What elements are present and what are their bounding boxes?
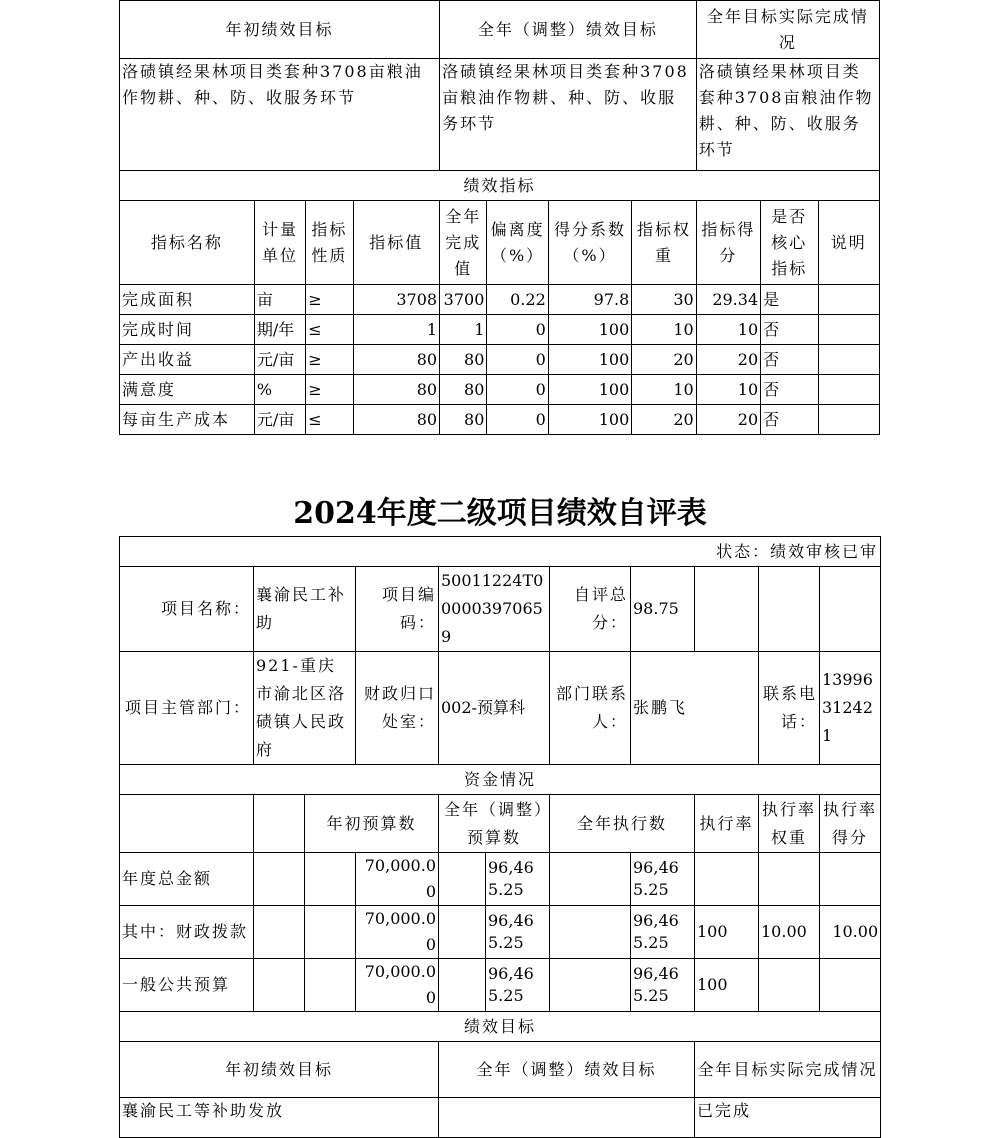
goals-header-actual: 全年目标实际完成情况 bbox=[695, 1042, 881, 1098]
table-row bbox=[120, 315, 880, 345]
cell-value: 80 bbox=[353, 345, 440, 375]
cell-unit: 元/亩 bbox=[254, 345, 305, 375]
header-actual-value: 全年完成值 bbox=[440, 201, 487, 285]
goal-adjusted-text bbox=[439, 1098, 695, 1138]
funds-rate: 100 bbox=[695, 906, 759, 959]
empty-cell bbox=[305, 959, 356, 1012]
goals-header-adjusted: 全年（调整）绩效目标 bbox=[439, 1042, 695, 1098]
cell-actual-value: 1 bbox=[440, 315, 487, 345]
cell-actual-value: 80 bbox=[440, 405, 487, 435]
cell-is-core: 否 bbox=[761, 315, 818, 345]
funds-weight bbox=[759, 959, 820, 1012]
goal-actual-text: 已完成 bbox=[695, 1098, 881, 1138]
cell-indicator-name: 产出收益 bbox=[120, 345, 255, 375]
header-deviation: 偏离度（%） bbox=[487, 201, 548, 285]
header-rate-weight: 执行率权重 bbox=[759, 795, 820, 853]
cell-score-coef: 100 bbox=[548, 405, 632, 435]
project-name-label: 项目名称： bbox=[120, 567, 254, 652]
goal-adjusted-text: 洛碛镇经果林项目类套种3708亩粮油作物耕、种、防、收服务环节 bbox=[440, 59, 697, 171]
cell-note bbox=[818, 375, 880, 405]
cell-deviation: 0 bbox=[487, 375, 548, 405]
cell-score: 29.34 bbox=[696, 285, 760, 315]
goal-initial-text: 洛碛镇经果林项目类套种3708亩粮油作物耕、种、防、收服务环节 bbox=[120, 59, 440, 171]
goals-header-initial: 年初绩效目标 bbox=[120, 1, 440, 59]
cell-unit: 亩 bbox=[254, 285, 305, 315]
cell-indicator-name: 完成面积 bbox=[120, 285, 255, 315]
header-nature: 指标性质 bbox=[306, 201, 353, 285]
cell-is-core: 否 bbox=[761, 345, 818, 375]
project-self-evaluation-table bbox=[119, 536, 881, 1138]
goal-initial-text: 襄渝民工等补助发放 bbox=[120, 1098, 439, 1138]
cell-deviation: 0 bbox=[487, 405, 548, 435]
goals-header-adjusted: 全年（调整）绩效目标 bbox=[440, 1, 697, 59]
header-score-coef: 得分系数（%） bbox=[548, 201, 632, 285]
empty-cell bbox=[254, 853, 305, 906]
contact-value: 张鹏飞 bbox=[631, 652, 759, 765]
empty-cell bbox=[759, 567, 820, 652]
cell-is-core: 是 bbox=[761, 285, 818, 315]
funds-row-label: 其中：财政拨款 bbox=[120, 906, 254, 959]
funds-executed: 96,465.25 bbox=[631, 853, 695, 906]
cell-indicator-name: 满意度 bbox=[120, 375, 255, 405]
funds-rate: 100 bbox=[695, 959, 759, 1012]
header-rate-score: 执行率得分 bbox=[820, 795, 881, 853]
header-score: 指标得分 bbox=[696, 201, 760, 285]
header-note: 说明 bbox=[818, 201, 880, 285]
empty-cell bbox=[120, 795, 254, 853]
project-code-label: 项目编码： bbox=[356, 567, 439, 652]
empty-cell bbox=[439, 853, 486, 906]
cell-nature: ≤ bbox=[306, 405, 353, 435]
funds-adjusted: 96,465.25 bbox=[486, 906, 550, 959]
cell-unit: 元/亩 bbox=[254, 405, 305, 435]
funds-score bbox=[820, 853, 881, 906]
cell-unit: % bbox=[254, 375, 305, 405]
cell-unit: 期/年 bbox=[254, 315, 305, 345]
funds-adjusted: 96,465.25 bbox=[486, 853, 550, 906]
empty-cell bbox=[254, 906, 305, 959]
table-row bbox=[120, 285, 880, 315]
empty-cell bbox=[254, 795, 305, 853]
funds-weight bbox=[759, 853, 820, 906]
phone-label: 联系电话： bbox=[759, 652, 820, 765]
empty-cell bbox=[305, 853, 356, 906]
goals-title: 绩效目标 bbox=[120, 1012, 881, 1042]
cell-note bbox=[818, 285, 880, 315]
table-row bbox=[120, 906, 881, 959]
cell-value: 1 bbox=[353, 315, 440, 345]
header-value: 指标值 bbox=[353, 201, 440, 285]
funds-executed: 96,465.25 bbox=[631, 959, 695, 1012]
cell-weight: 20 bbox=[632, 405, 696, 435]
cell-indicator-name: 完成时间 bbox=[120, 315, 255, 345]
empty-cell bbox=[439, 906, 486, 959]
funds-initial: 70,000.00 bbox=[356, 906, 439, 959]
cell-actual-value: 80 bbox=[440, 375, 487, 405]
cell-value: 80 bbox=[353, 375, 440, 405]
cell-is-core: 否 bbox=[761, 405, 818, 435]
cell-score-coef: 100 bbox=[548, 375, 632, 405]
cell-score: 10 bbox=[696, 375, 760, 405]
cell-nature: ≥ bbox=[306, 375, 353, 405]
cell-deviation: 0.22 bbox=[487, 285, 548, 315]
cell-weight: 30 bbox=[632, 285, 696, 315]
performance-goals-table-1 bbox=[119, 0, 880, 435]
empty-cell bbox=[439, 959, 486, 1012]
table-row bbox=[120, 375, 880, 405]
cell-weight: 10 bbox=[632, 375, 696, 405]
funds-score bbox=[820, 959, 881, 1012]
empty-cell bbox=[550, 853, 631, 906]
funds-score: 10.00 bbox=[820, 906, 881, 959]
cell-note bbox=[818, 345, 880, 375]
header-rate: 执行率 bbox=[695, 795, 759, 853]
finance-office-label: 财政归口处室： bbox=[356, 652, 439, 765]
funds-row-label: 年度总金额 bbox=[120, 853, 254, 906]
cell-nature: ≥ bbox=[306, 285, 353, 315]
table-row bbox=[120, 853, 881, 906]
dept-label: 项目主管部门： bbox=[120, 652, 254, 765]
cell-weight: 20 bbox=[632, 345, 696, 375]
header-indicator-name: 指标名称 bbox=[120, 201, 255, 285]
finance-office-value: 002-预算科 bbox=[439, 652, 550, 765]
goals-header-actual: 全年目标实际完成情况 bbox=[696, 1, 879, 59]
goals-header-initial: 年初绩效目标 bbox=[120, 1042, 439, 1098]
funds-row-label: 一般公共预算 bbox=[120, 959, 254, 1012]
header-unit: 计量单位 bbox=[254, 201, 305, 285]
project-name-value: 襄渝民工补助 bbox=[254, 567, 356, 652]
empty-cell bbox=[695, 567, 759, 652]
funds-rate bbox=[695, 853, 759, 906]
cell-note bbox=[818, 405, 880, 435]
cell-nature: ≥ bbox=[306, 345, 353, 375]
empty-cell bbox=[305, 906, 356, 959]
funds-initial: 70,000.00 bbox=[356, 853, 439, 906]
page-title: 2024年度二级项目绩效自评表 bbox=[293, 496, 707, 531]
funds-executed: 96,465.25 bbox=[631, 906, 695, 959]
cell-actual-value: 80 bbox=[440, 345, 487, 375]
contact-label: 部门联系人： bbox=[550, 652, 631, 765]
cell-deviation: 0 bbox=[487, 315, 548, 345]
goal-actual-text: 洛碛镇经果林项目类套种3708亩粮油作物耕、种、防、收服务环节 bbox=[696, 59, 879, 171]
table-row bbox=[120, 345, 880, 375]
empty-cell bbox=[820, 567, 881, 652]
funds-weight: 10.00 bbox=[759, 906, 820, 959]
cell-score: 20 bbox=[696, 345, 760, 375]
project-code-value: 50011224T000003970659 bbox=[439, 567, 550, 652]
cell-indicator-name: 每亩生产成本 bbox=[120, 405, 255, 435]
cell-note bbox=[818, 315, 880, 345]
cell-actual-value: 3700 bbox=[440, 285, 487, 315]
cell-value: 3708 bbox=[353, 285, 440, 315]
cell-nature: ≤ bbox=[306, 315, 353, 345]
phone-value: 13996312421 bbox=[820, 652, 881, 765]
header-adjusted-budget: 全年（调整）预算数 bbox=[439, 795, 550, 853]
self-score-label: 自评总分： bbox=[550, 567, 631, 652]
dept-value: 921-重庆市渝北区洛碛镇人民政府 bbox=[254, 652, 356, 765]
funds-adjusted: 96,465.25 bbox=[486, 959, 550, 1012]
funds-initial: 70,000.00 bbox=[356, 959, 439, 1012]
empty-cell bbox=[254, 959, 305, 1012]
indicators-title: 绩效指标 bbox=[120, 171, 880, 201]
status-badge: 状态：绩效审核已审 bbox=[120, 537, 881, 567]
cell-score-coef: 100 bbox=[548, 345, 632, 375]
header-executed: 全年执行数 bbox=[550, 795, 695, 853]
cell-is-core: 否 bbox=[761, 375, 818, 405]
self-score-value: 98.75 bbox=[631, 567, 695, 652]
cell-score: 20 bbox=[696, 405, 760, 435]
header-weight: 指标权重 bbox=[632, 201, 696, 285]
cell-deviation: 0 bbox=[487, 345, 548, 375]
cell-value: 80 bbox=[353, 405, 440, 435]
cell-score-coef: 97.8 bbox=[548, 285, 632, 315]
cell-weight: 10 bbox=[632, 315, 696, 345]
header-is-core: 是否核心指标 bbox=[761, 201, 818, 285]
funds-title: 资金情况 bbox=[120, 765, 881, 795]
table-row bbox=[120, 405, 880, 435]
empty-cell bbox=[550, 959, 631, 1012]
table-row bbox=[120, 959, 881, 1012]
empty-cell bbox=[550, 906, 631, 959]
cell-score-coef: 100 bbox=[548, 315, 632, 345]
header-initial-budget: 年初预算数 bbox=[305, 795, 439, 853]
cell-score: 10 bbox=[696, 315, 760, 345]
